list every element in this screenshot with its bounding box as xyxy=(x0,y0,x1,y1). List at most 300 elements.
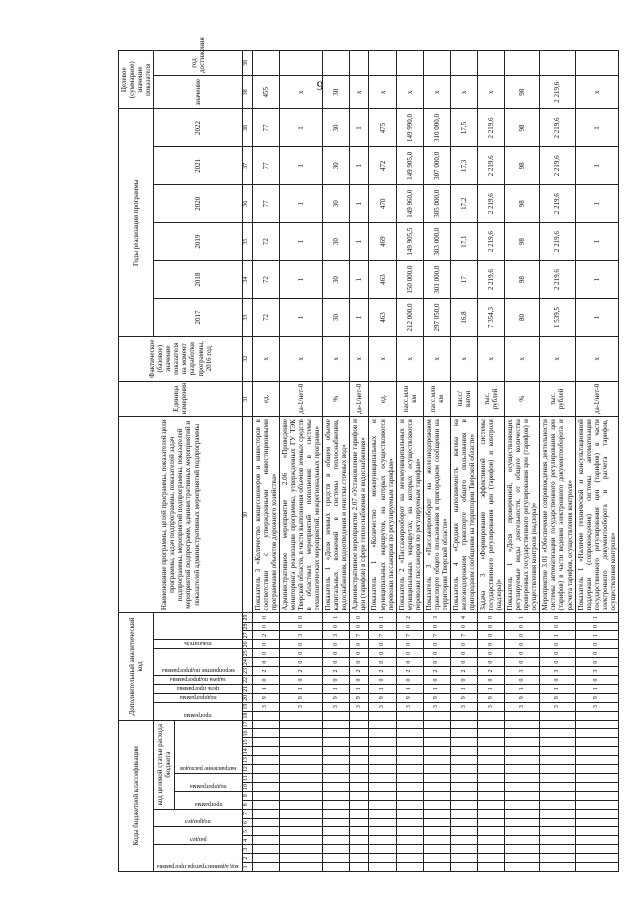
code-digit-cell xyxy=(396,720,423,729)
code-digit-cell xyxy=(252,711,279,720)
code-digit-cell: 0 xyxy=(350,658,369,667)
year-value-cell: 1 xyxy=(575,147,618,185)
year-value-cell: 72 xyxy=(252,223,279,261)
code-digit-cell: 0 xyxy=(505,658,540,667)
unit-cell: да-1/нет-0 xyxy=(350,381,369,417)
table-row xyxy=(505,51,540,872)
year-value-cell: 2 219,6 xyxy=(540,147,575,185)
code-digit-cell: 1 xyxy=(540,631,575,640)
code-digit-cell: 3 xyxy=(540,702,575,711)
code-digit-cell: 0 xyxy=(369,676,396,685)
code-digit-cell xyxy=(323,827,350,836)
unit-cell: да-1/нет-0 xyxy=(575,381,618,417)
code-digit-cell xyxy=(478,729,505,738)
code-digit-cell xyxy=(450,800,477,809)
target-year-cell xyxy=(369,51,396,76)
year-value-cell: 98 xyxy=(505,185,540,223)
year-value-cell: 149 905,5 xyxy=(396,223,423,261)
code-digit-cell xyxy=(450,774,477,783)
subprogram-code-header: подпрограмма xyxy=(154,693,243,702)
code-digit-cell: 3 xyxy=(478,702,505,711)
code-digit-cell xyxy=(450,818,477,827)
code-digit-cell: 0 xyxy=(323,676,350,685)
table-header xyxy=(119,37,253,872)
code-digit-cell xyxy=(423,765,450,774)
code-digit-cell: 3 xyxy=(505,702,540,711)
code-digit-cell xyxy=(450,756,477,765)
code-digit-cell: 2 xyxy=(396,667,423,676)
column-number: 31 xyxy=(242,381,252,417)
year-2019-header: 2019 xyxy=(154,223,243,261)
code-digit-cell xyxy=(350,774,369,783)
year-value-cell: 98 xyxy=(505,147,540,185)
column-number: 38 xyxy=(242,76,252,109)
code-digit-cell: 0 xyxy=(396,676,423,685)
table-row xyxy=(396,51,423,872)
year-value-cell: 463 xyxy=(369,299,396,337)
code-digit-cell xyxy=(396,774,423,783)
code-digit-cell xyxy=(280,800,323,809)
code-digit-cell xyxy=(478,774,505,783)
row-name-cell: Административное мероприятие 2.06 «Проведение мониторинга реализации программы, утвержденных ГУ ТЭК Тверской области, в части выполнения объемов земных средств в областных мероприятий пополнения в системы технологических мероприятий, межрегиональных программ» xyxy=(280,417,323,613)
code-digit-cell xyxy=(323,800,350,809)
code-digit-cell xyxy=(252,729,279,738)
code-digit-cell xyxy=(575,800,618,809)
code-digit-cell: 0 xyxy=(478,658,505,667)
code-digit-cell xyxy=(323,854,350,863)
code-digit-cell: 0 xyxy=(252,676,279,685)
code-digit-cell: 0 xyxy=(369,622,396,631)
target-year-cell xyxy=(252,51,279,76)
row-name-cell: Задача 3 «Формирование эффективной системы государственного регулирования цен (тарифов) и контроля (надзора)» xyxy=(478,417,505,613)
code-digit-cell: 2 xyxy=(350,667,369,676)
column-number: 17 xyxy=(242,720,252,729)
year-value-cell: 297 050,0 xyxy=(423,299,450,337)
unit-cell: ед. xyxy=(369,381,396,417)
code-digit-cell: 9 xyxy=(280,693,323,702)
year-value-cell: 80 xyxy=(505,299,540,337)
code-digit-cell: 1 xyxy=(423,684,450,693)
code-digit-cell: 3 xyxy=(280,631,323,640)
code-digit-cell xyxy=(280,738,323,747)
code-digit-cell: 0 xyxy=(350,613,369,622)
code-digit-cell: 9 xyxy=(350,693,369,702)
year-value-cell: 1 xyxy=(350,109,369,147)
code-digit-cell xyxy=(396,800,423,809)
code-digit-cell xyxy=(350,818,369,827)
code-digit-cell xyxy=(369,782,396,791)
code-digit-cell xyxy=(252,720,279,729)
spare-code-header xyxy=(154,613,243,640)
column-number: 21 xyxy=(242,684,252,693)
row-name-cell: Показатель 4 «Средняя наполняемость вагона на железнодорожном транспорте общего пользования в пригородном сообщении на территории Тверской области» xyxy=(450,417,477,613)
year-value-cell: 2 219,6 xyxy=(540,261,575,299)
year-value-cell: 30 xyxy=(323,299,350,337)
code-digit-cell xyxy=(505,747,540,756)
task-code-header: задача подпрограммы xyxy=(154,676,243,685)
column-number: 38 xyxy=(242,109,252,147)
code-digit-cell xyxy=(396,863,423,872)
year-value-cell: 77 xyxy=(252,147,279,185)
code-digit-cell: 0 xyxy=(396,649,423,658)
code-digit-cell xyxy=(369,711,396,720)
code-digit-cell: 9 xyxy=(540,693,575,702)
year-value-cell: 72 xyxy=(252,299,279,337)
code-digit-cell xyxy=(450,854,477,863)
unit-header: Единица измерения xyxy=(119,381,243,417)
code-digit-cell: 0 xyxy=(505,640,540,649)
code-digit-cell xyxy=(450,711,477,720)
subprogram-header: подпрограмма xyxy=(174,774,242,792)
code-digit-cell xyxy=(323,729,350,738)
column-number: 25 xyxy=(242,649,252,658)
table-body xyxy=(252,51,618,872)
year-value-cell: 1 xyxy=(280,147,323,185)
code-digit-cell: 7 xyxy=(450,631,477,640)
code-digit-cell xyxy=(540,800,575,809)
column-number: 18 xyxy=(242,711,252,720)
goal-code-header: цель программы xyxy=(154,684,243,693)
code-digit-cell: 1 xyxy=(280,684,323,693)
code-digit-cell: 3 xyxy=(350,702,369,711)
code-digit-cell: 3 xyxy=(540,667,575,676)
year-value-cell: 1 xyxy=(350,185,369,223)
code-digit-cell: 2 xyxy=(396,613,423,622)
column-number: 29 xyxy=(242,613,252,622)
code-digit-cell: 2 xyxy=(450,667,477,676)
target-year-cell xyxy=(575,51,618,76)
code-digit-cell xyxy=(505,845,540,854)
code-digit-cell xyxy=(396,738,423,747)
unit-cell: пасс.млн км xyxy=(396,381,423,417)
code-digit-cell xyxy=(540,836,575,845)
code-digit-cell xyxy=(505,836,540,845)
code-digit-cell xyxy=(575,765,618,774)
code-digit-cell xyxy=(505,729,540,738)
code-digit-cell xyxy=(350,756,369,765)
code-digit-cell xyxy=(252,756,279,765)
year-value-cell: 1 xyxy=(575,223,618,261)
unit-cell: да-1/нет-0 xyxy=(280,381,323,417)
base-value-cell: x xyxy=(252,336,279,381)
base-value-cell: x xyxy=(478,336,505,381)
code-digit-cell: 4 xyxy=(450,613,477,622)
code-digit-cell: 0 xyxy=(575,640,618,649)
code-digit-cell: 0 xyxy=(280,640,323,649)
year-value-cell: 149 905,0 xyxy=(396,147,423,185)
code-digit-cell xyxy=(540,854,575,863)
unit-cell: ед. xyxy=(252,381,279,417)
code-digit-cell: 9 xyxy=(478,693,505,702)
code-digit-cell: 0 xyxy=(396,622,423,631)
code-digit-cell: 0 xyxy=(369,640,396,649)
base-value-header: Фактическое (базовое) значение показателя на момент разработки программы, 2016 год xyxy=(119,336,243,381)
table-row xyxy=(323,51,350,872)
code-digit-cell xyxy=(478,827,505,836)
name-header: Наименование программы, целей программы, показателей цели программы, задач подпрограммы, показателей задач подпрограммы, мероприятий подпрограммы, показателей мероприятий подпрограмм, административных мероприятий и показателей административных мероприятий подпрограммы xyxy=(119,417,243,613)
year-value-cell: 30 xyxy=(323,147,350,185)
code-digit-cell: 9 xyxy=(323,693,350,702)
year-value-cell: 1 xyxy=(575,299,618,337)
code-digit-cell: 1 xyxy=(252,684,279,693)
code-digit-cell: 1 xyxy=(450,684,477,693)
code-digit-cell xyxy=(280,756,323,765)
code-digit-cell xyxy=(280,747,323,756)
code-digit-cell xyxy=(450,809,477,818)
target-year-cell xyxy=(478,51,505,76)
code-digit-cell xyxy=(252,818,279,827)
code-digit-cell xyxy=(540,747,575,756)
column-number: 27 xyxy=(242,631,252,640)
column-number: 20 xyxy=(242,693,252,702)
base-value-cell: x xyxy=(423,336,450,381)
table-row xyxy=(423,51,450,872)
code-digit-cell xyxy=(505,818,540,827)
code-digit-cell xyxy=(540,774,575,783)
code-digit-cell xyxy=(575,747,618,756)
code-digit-cell xyxy=(505,854,540,863)
code-digit-cell: 0 xyxy=(280,649,323,658)
code-digit-cell xyxy=(423,863,450,872)
year-value-cell: 98 xyxy=(505,261,540,299)
base-value-cell: x xyxy=(369,336,396,381)
target-year-cell xyxy=(540,51,575,76)
year-value-cell: 1 xyxy=(575,185,618,223)
code-digit-cell xyxy=(423,711,450,720)
code-digit-cell xyxy=(280,774,323,783)
code-digit-cell xyxy=(423,845,450,854)
code-digit-cell: 3 xyxy=(369,702,396,711)
header-row-1 xyxy=(119,51,154,872)
code-digit-cell: 0 xyxy=(540,640,575,649)
code-digit-cell xyxy=(396,845,423,854)
code-digit-cell xyxy=(350,827,369,836)
page-number: 9 xyxy=(316,78,324,93)
column-number: 19 xyxy=(242,702,252,711)
code-digit-cell xyxy=(423,782,450,791)
column-number: 5 xyxy=(242,827,252,836)
code-digit-cell: 0 xyxy=(478,640,505,649)
code-digit-cell xyxy=(540,827,575,836)
year-value-cell: 2 219,6 xyxy=(478,223,505,261)
year-value-cell: 30 xyxy=(323,261,350,299)
year-value-cell: 2 219,6 xyxy=(478,147,505,185)
admin-header: код администратора программы xyxy=(154,845,243,872)
code-digit-cell xyxy=(540,863,575,872)
year-value-cell: 303 000,0 xyxy=(423,223,450,261)
code-digit-cell xyxy=(252,782,279,791)
unit-cell: пасс/вагон xyxy=(450,381,477,417)
code-digit-cell xyxy=(369,729,396,738)
code-digit-cell xyxy=(252,774,279,783)
table-row xyxy=(252,51,279,872)
target-year-cell xyxy=(423,51,450,76)
code-digit-cell xyxy=(280,711,323,720)
table-row xyxy=(575,51,618,872)
year-value-cell: 98 xyxy=(505,223,540,261)
year-value-cell: 305 000,0 xyxy=(423,185,450,223)
code-digit-cell xyxy=(505,782,540,791)
code-digit-cell xyxy=(280,818,323,827)
section-header: раздел xyxy=(154,827,243,845)
indicator-code-header: показатель xyxy=(154,640,243,649)
code-digit-cell: 0 xyxy=(396,640,423,649)
code-digit-cell: 0 xyxy=(450,676,477,685)
row-name-cell: Показатель 1 «Наличие технической и консультационной поддержки (сопровождения) системы автоматизации государственного регулирования цен (тарифов) в части электронного документооборота и расчета тарифов, осуществления контроля» xyxy=(575,417,618,613)
column-number: 30 xyxy=(242,417,252,613)
code-digit-cell xyxy=(323,845,350,854)
row-name-cell: Мероприятие 3.01 «Обеспечение сопровождения деятельности системы автоматизации государственного регулирования цен (тарифов) в части ведения электронного документооборота и расчета тарифов, осуществления контроля» xyxy=(540,417,575,613)
year-value-cell: 30 xyxy=(323,223,350,261)
code-digit-cell xyxy=(478,765,505,774)
code-digit-cell xyxy=(252,765,279,774)
code-digit-cell: 3 xyxy=(280,702,323,711)
code-digit-cell: 0 xyxy=(423,676,450,685)
column-number: 12 xyxy=(242,765,252,774)
code-digit-cell xyxy=(369,818,396,827)
code-digit-cell xyxy=(323,720,350,729)
year-value-cell: 150 000,0 xyxy=(396,261,423,299)
year-2020-header: 2020 xyxy=(154,185,243,223)
unit-cell: тыс. рублей xyxy=(478,381,505,417)
code-digit-cell xyxy=(369,756,396,765)
code-digit-cell xyxy=(252,747,279,756)
code-digit-cell xyxy=(505,800,540,809)
code-digit-cell xyxy=(369,720,396,729)
table-row xyxy=(450,51,477,872)
target-value-cell: x xyxy=(450,76,477,109)
code-digit-cell: 9 xyxy=(450,693,477,702)
document-area xyxy=(118,37,617,872)
code-digit-cell: 0 xyxy=(450,640,477,649)
code-digit-cell xyxy=(350,800,369,809)
code-digit-cell xyxy=(369,800,396,809)
code-digit-cell: 0 xyxy=(280,622,323,631)
target-year-header: год достижения xyxy=(154,51,243,76)
year-value-cell: 17,2 xyxy=(450,185,477,223)
code-digit-cell xyxy=(323,818,350,827)
code-digit-cell: 9 xyxy=(252,693,279,702)
code-digit-cell xyxy=(396,729,423,738)
row-name-cell: Показатель 1 «Доля проверенной, осуществляющих регулируемые виды деятельности, от общего количества проверенных государственного регулирования цен (тарифов) и осуществления контроля (надзора)» xyxy=(505,417,540,613)
column-number: 15 xyxy=(242,738,252,747)
additional-code-header: Дополнительный аналитический код xyxy=(119,613,154,720)
code-digit-cell xyxy=(450,738,477,747)
code-digit-cell: 0 xyxy=(350,649,369,658)
code-digit-cell xyxy=(540,711,575,720)
code-digit-cell: 1 xyxy=(323,684,350,693)
code-digit-cell: 0 xyxy=(396,658,423,667)
code-digit-cell xyxy=(369,845,396,854)
row-name-cell: Показатель 3 «Пассажирооборот на железнодорожном транспорте общего пользования в пригородном сообщении на территории Тверской области» xyxy=(423,417,450,613)
code-digit-cell xyxy=(540,845,575,854)
code-digit-cell xyxy=(280,782,323,791)
year-value-cell: 2 219,6 xyxy=(540,223,575,261)
code-digit-cell xyxy=(505,738,540,747)
year-value-cell: 7 354,3 xyxy=(478,299,505,337)
code-digit-cell xyxy=(396,854,423,863)
code-digit-cell xyxy=(450,827,477,836)
code-digit-cell xyxy=(423,720,450,729)
base-value-cell: x xyxy=(350,336,369,381)
code-digit-cell: 0 xyxy=(369,658,396,667)
code-digit-cell: 3 xyxy=(323,631,350,640)
target-value-cell: x xyxy=(350,76,369,109)
code-digit-cell xyxy=(478,863,505,872)
code-digit-cell xyxy=(540,765,575,774)
code-digit-cell xyxy=(423,738,450,747)
code-digit-cell: 0 xyxy=(505,649,540,658)
column-number: 16 xyxy=(242,729,252,738)
code-digit-cell: 0 xyxy=(423,649,450,658)
year-value-cell: 469 xyxy=(369,223,396,261)
year-value-cell: 16,8 xyxy=(450,299,477,337)
code-digit-cell xyxy=(369,854,396,863)
year-value-cell: 149 960,0 xyxy=(396,185,423,223)
code-digit-cell xyxy=(396,711,423,720)
code-digit-cell xyxy=(575,774,618,783)
code-digit-cell: 0 xyxy=(280,676,323,685)
code-digit-cell xyxy=(396,809,423,818)
table-row xyxy=(350,51,369,872)
code-digit-cell xyxy=(505,765,540,774)
row-name-cell: Показатель 2 «Пассажирооборот на межмуниципальных и муниципальных маршрутах, на которых осуществляются перевозки пассажиров по регулируемым тарифам» xyxy=(396,417,423,613)
code-digit-cell xyxy=(478,854,505,863)
code-digit-cell xyxy=(575,854,618,863)
direction-header: направление расходов xyxy=(174,720,242,774)
code-digit-cell: 0 xyxy=(450,658,477,667)
code-digit-cell xyxy=(505,827,540,836)
year-2018-header: 2018 xyxy=(154,261,243,299)
code-digit-cell xyxy=(350,863,369,872)
code-digit-cell: 2 xyxy=(252,631,279,640)
code-digit-cell: 1 xyxy=(575,613,618,622)
column-number: 11 xyxy=(242,774,252,783)
code-digit-cell: 0 xyxy=(423,658,450,667)
code-digit-cell: 3 xyxy=(323,702,350,711)
target-article-header: код целевой статьи расхода бюджета xyxy=(154,720,175,809)
unit-cell: тыс. рублей xyxy=(540,381,575,417)
code-digit-cell xyxy=(540,720,575,729)
year-value-cell: 17,1 xyxy=(450,223,477,261)
code-digit-cell xyxy=(396,765,423,774)
year-value-cell: 301 000,0 xyxy=(423,261,450,299)
code-digit-cell: 9 xyxy=(423,693,450,702)
budget-codes-header: Коды бюджетной классификации xyxy=(119,720,154,871)
code-digit-cell xyxy=(323,756,350,765)
target-value-header: значение xyxy=(154,76,243,109)
base-value-cell: x xyxy=(323,336,350,381)
code-digit-cell xyxy=(323,774,350,783)
code-digit-cell xyxy=(478,836,505,845)
year-value-cell: 2 219,6 xyxy=(540,109,575,147)
code-digit-cell xyxy=(505,791,540,800)
code-digit-cell xyxy=(575,809,618,818)
code-digit-cell: 1 xyxy=(369,613,396,622)
year-value-cell: 307 000,0 xyxy=(423,147,450,185)
column-number: 35 xyxy=(242,223,252,261)
year-value-cell: 1 xyxy=(575,109,618,147)
code-digit-cell: 2 xyxy=(252,667,279,676)
code-digit-cell: 0 xyxy=(350,622,369,631)
code-digit-cell xyxy=(423,791,450,800)
column-number: 7 xyxy=(242,809,252,818)
year-value-cell: 470 xyxy=(369,185,396,223)
code-digit-cell xyxy=(350,836,369,845)
code-digit-cell xyxy=(450,747,477,756)
column-number: 34 xyxy=(242,261,252,299)
code-digit-cell xyxy=(369,836,396,845)
